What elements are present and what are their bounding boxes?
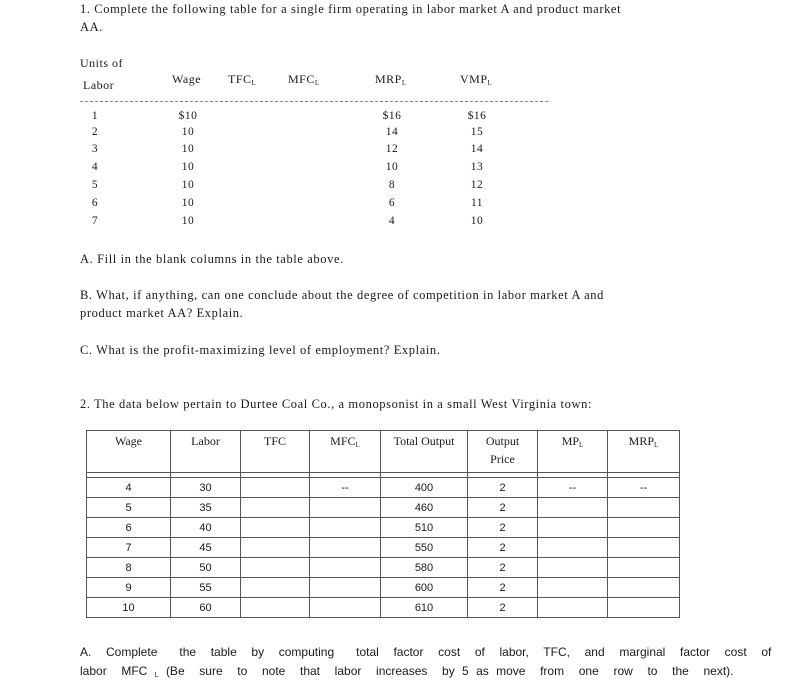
t1-header-units-line2: Labor [83,78,115,92]
t1-header-mfc-sub: L [314,79,320,87]
q2-cell-mp [538,498,608,518]
t1-cell-vmp: 14 [470,143,484,155]
table-row [87,478,680,498]
t1-cell-mrp: 8 [388,179,396,191]
q2-cell-mfc [310,538,381,558]
q2-cell-tfc [241,498,310,518]
t1-cell-labor: 5 [91,179,99,191]
t1-header-tfc-sub: L [251,79,256,87]
q2-table [86,430,680,618]
t1-header-tfc-text: TFC [228,72,252,86]
q2-cell-labor: 40 [171,518,241,538]
q1-part-b-line1: B. What, if anything, can one conclude about the degree of competition in labor market A and [80,288,604,302]
q2-cell-mfc [310,498,381,518]
q2-header-mfc [310,431,381,473]
q2-header-mrp-sub: L [654,441,659,449]
q2-cell-wage: 10 [87,598,171,618]
q2-cell-tfc [241,598,310,618]
q2-cell-labor: 55 [171,578,241,598]
q2-cell-price: 2 [468,518,538,538]
q2-cell-output: 580 [381,558,468,578]
q2-header-mfc-text: MFC [330,434,356,448]
t1-cell-labor: 6 [91,197,99,209]
q2-cell-price: 2 [468,598,538,618]
q2-cell-labor: 50 [171,558,241,578]
q2-cell-output: 600 [381,578,468,598]
t1-cell-labor: 1 [91,110,99,122]
t1-cell-labor: 4 [91,161,99,173]
q2-cell-price: 2 [468,498,538,518]
t1-header-vmp-sub: L [487,79,492,87]
table-row [87,558,680,578]
q2-header-tfc: TFC [241,431,310,473]
t1-header-mrp-sub: L [401,79,407,87]
q2-cell-mrp [608,538,680,558]
q2-cell-mrp [608,518,680,538]
q2-part-a [80,643,772,685]
table-row [87,498,680,518]
q2-cell-output: 610 [381,598,468,618]
q1-prompt-line1: 1. Complete the following table for a single firm operating in labor market A and product market [80,2,622,16]
q2-cell-wage: 6 [87,518,171,538]
q2-cell-mrp: -- [608,478,680,498]
t1-cell-vmp: $16 [467,110,487,122]
q2-cell-mrp [608,598,680,618]
q2-cell-tfc [241,558,310,578]
q2-header-mp [538,431,608,473]
t1-cell-vmp: 12 [470,179,484,191]
q2-cell-labor: 60 [171,598,241,618]
t1-cell-mrp: 14 [385,126,399,138]
t1-header-mrp-text: MRP [375,72,402,86]
q2-cell-price: 2 [468,558,538,578]
t1-header-vmp [460,72,492,87]
q2-header-mp-text: MP [561,434,580,448]
q2-cell-tfc [241,538,310,558]
t1-header-vmp-text: VMP [460,72,488,86]
q2-cell-tfc [241,478,310,498]
t1-header-tfc [228,72,256,87]
t1-cell-wage: $10 [178,110,198,122]
t1-cell-labor: 2 [91,126,99,138]
q2-header-mp-sub: L [579,441,584,449]
q2-cell-mfc [310,558,381,578]
q2-part-a-line2 [80,662,734,685]
q2-header-output-price-line2: Price [490,452,515,466]
q2-cell-price: 2 [468,578,538,598]
q2-header-mrp [608,431,680,473]
q1-part-c: C. What is the profit-maximizing level of employment? Explain. [80,343,441,357]
t1-dashed-divider [80,101,548,102]
t1-cell-wage: 10 [181,126,195,138]
q2-part-a-line2-post: (Be sure to note that labor increases by 5 as move from one row to the next). [165,664,734,678]
t1-cell-wage: 10 [181,197,195,209]
q1-prompt-line2: AA. [80,20,103,34]
q2-cell-labor: 30 [171,478,241,498]
q1-part-b-line2: product market AA? Explain. [80,306,244,320]
q2-cell-price: 2 [468,478,538,498]
q2-cell-mrp [608,498,680,518]
t1-cell-mrp: 10 [385,161,399,173]
q2-cell-output: 460 [381,498,468,518]
q2-cell-mfc [310,578,381,598]
q2-cell-labor: 45 [171,538,241,558]
table-row [87,538,680,558]
q2-part-a-line2-pre: labor MFC [80,664,148,678]
t1-header-mrp [375,72,406,87]
t1-cell-wage: 10 [181,143,195,155]
t1-header-units [80,52,123,96]
q2-cell-tfc [241,518,310,538]
q2-header-total-output: Total Output [381,431,468,473]
table-row [87,598,680,618]
t1-cell-wage: 10 [181,179,195,191]
t1-cell-mrp: 6 [388,197,396,209]
q2-cell-labor: 35 [171,498,241,518]
q2-cell-tfc [241,578,310,598]
table-row [87,578,680,598]
t1-header-mfc [288,72,319,87]
q2-header-mfc-sub: L [355,441,360,449]
t1-header-wage: Wage [172,72,202,86]
q2-cell-output: 510 [381,518,468,538]
t1-cell-vmp: 10 [470,215,484,227]
t1-cell-vmp: 13 [470,161,484,173]
q2-cell-mp [538,598,608,618]
q2-cell-mp [538,518,608,538]
q2-cell-mrp [608,558,680,578]
q2-cell-wage: 8 [87,558,171,578]
q2-cell-output: 550 [381,538,468,558]
q2-header-wage: Wage [87,431,171,473]
t1-cell-vmp: 11 [470,197,484,209]
t1-header-mfc-text: MFC [288,72,315,86]
t1-cell-wage: 10 [181,215,195,227]
q2-part-a-sub: L [154,672,159,679]
q2-cell-mp [538,538,608,558]
q2-cell-mrp [608,578,680,598]
t1-cell-mrp: 4 [388,215,396,227]
q2-cell-wage: 7 [87,538,171,558]
q2-cell-mp: -- [538,478,608,498]
q2-cell-output: 400 [381,478,468,498]
q2-header-output-price [468,431,538,473]
q2-cell-mp [538,558,608,578]
q2-cell-wage: 9 [87,578,171,598]
q2-cell-price: 2 [468,538,538,558]
q2-cell-mfc [310,518,381,538]
t1-cell-mrp: $16 [382,110,402,122]
q2-cell-mfc [310,598,381,618]
q2-intro: 2. The data below pertain to Durtee Coal Co., a monopsonist in a small West Virginia town: [80,397,593,411]
q2-cell-wage: 4 [87,478,171,498]
t1-cell-wage: 10 [181,161,195,173]
q2-header-output-price-line1: Output [485,434,520,448]
q2-part-a-line1: A. Complete the table by computing total factor cost of labor, TFC, and marginal factor cost of [80,645,772,659]
q1-part-a: A. Fill in the blank columns in the table above. [80,252,344,266]
table-row [87,518,680,538]
q2-header-row [87,431,680,473]
t1-cell-vmp: 15 [470,126,484,138]
q2-cell-mp [538,578,608,598]
q1-prompt [80,0,621,36]
q2-cell-mfc: -- [310,478,381,498]
q2-cell-wage: 5 [87,498,171,518]
q1-part-b [80,286,604,322]
q2-header-mrp-text: MRP [628,434,655,448]
t1-cell-labor: 7 [91,215,99,227]
q2-header-labor: Labor [171,431,241,473]
t1-header-units-line1: Units of [80,56,123,70]
t1-cell-labor: 3 [91,143,99,155]
t1-cell-mrp: 12 [385,143,399,155]
